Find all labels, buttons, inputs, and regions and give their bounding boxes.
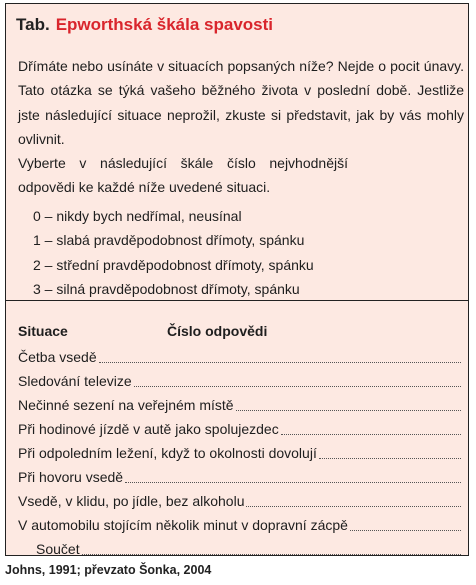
answer-scale — [33, 204, 314, 301]
situation-row — [18, 489, 461, 513]
situation-label: Četba vsedě — [18, 349, 97, 365]
situation-row — [18, 417, 461, 441]
situation-label: Nečinné sezení na veřejném místě — [18, 397, 234, 413]
situation-label: V automobilu stojícím několik minut v dopravní zácpě — [18, 517, 348, 533]
scale-item-1: 1 – slabá pravděpodobnost dřímoty, spánku — [33, 232, 305, 249]
table-title — [16, 15, 273, 35]
situation-label: Vsedě, v klidu, po jídle, bez alkoholu — [18, 493, 245, 509]
intro-instruction: Vyberte v následující škále číslo nejvhodnější odpovědi ke každé níže uvedené situaci. — [18, 155, 348, 196]
situation-row — [18, 513, 461, 537]
situation-list — [18, 345, 461, 561]
table-name: Epworthská škála spavosti — [55, 15, 274, 34]
answer-blank[interactable] — [319, 457, 461, 459]
total-row — [18, 537, 461, 561]
situation-label: Při hovoru vsedě — [18, 469, 124, 485]
situation-row — [18, 465, 461, 489]
answer-blank[interactable] — [350, 529, 461, 531]
situation-label: Při odpoledním ležení, když to okolnosti dovolují — [18, 445, 317, 461]
situation-label: Při hodinové jízdě v autě jako spolujezdec — [18, 421, 279, 437]
answer-blank[interactable] — [99, 361, 461, 363]
total-label: Součet — [36, 541, 80, 557]
situation-row — [18, 369, 461, 393]
column-header-situation: Situace — [18, 323, 68, 339]
scale-item-2: 2 – střední pravděpodobnost dřímoty, spánku — [33, 256, 314, 273]
total-blank[interactable] — [82, 553, 461, 555]
answer-blank[interactable] — [134, 385, 461, 387]
intro-text — [18, 54, 464, 200]
intro-paragraph: Dřímáte nebo usínáte v situacích popsaných níže? Nejde o pocit únavy. Tato otázka se týká vašeho běžného života v poslední době. Jestliže jste následující situace neprožil, zkuste si představit, jak by vás mohly ovlivnit. — [18, 58, 464, 147]
scale-item-3: 3 – silná pravděpodobnost dřímoty, spánku — [33, 280, 300, 297]
table-label: Tab. — [16, 15, 50, 34]
epworth-table — [5, 3, 469, 556]
answer-blank[interactable] — [125, 481, 461, 483]
section-divider — [6, 300, 468, 301]
scale-item-0: 0 – nikdy bych nedřímal, neusínal — [33, 208, 242, 224]
source-citation: Johns, 1991; převzato Šonka, 2004 — [5, 563, 212, 577]
answer-blank[interactable] — [236, 409, 461, 411]
answer-blank[interactable] — [246, 505, 461, 507]
answer-blank[interactable] — [281, 433, 461, 435]
situation-row — [18, 441, 461, 465]
situation-row — [18, 345, 461, 369]
situation-label: Sledování televize — [18, 373, 132, 389]
column-header-answer: Číslo odpovědi — [167, 323, 268, 339]
situation-row — [18, 393, 461, 417]
